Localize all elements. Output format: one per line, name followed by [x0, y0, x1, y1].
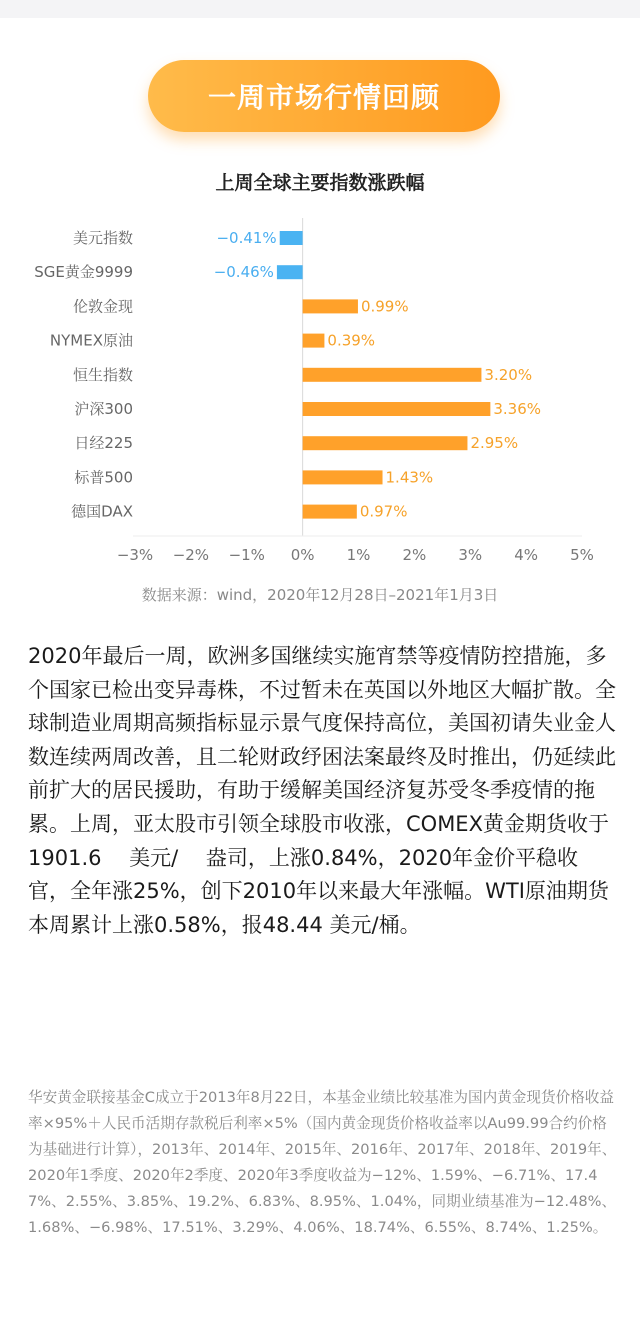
bar-chart: [0, 210, 640, 570]
x-tick-label: 0%: [290, 546, 315, 564]
bar: [303, 334, 325, 348]
chart-title: 上周全球主要指数涨跌幅: [215, 172, 425, 194]
bar: [303, 299, 358, 313]
category-label: 沪深300: [74, 400, 133, 418]
bar: [303, 470, 383, 484]
bar: [303, 402, 491, 416]
bar: [280, 231, 303, 245]
data-label: 3.20%: [484, 365, 533, 384]
bar: [303, 505, 357, 519]
data-source: 数据来源：wind，2020年12月28日–2021年1月3日: [141, 586, 499, 604]
category-label: NYMEX原油: [49, 331, 133, 350]
x-tick-label: −2%: [172, 546, 210, 564]
category-label: 伦敦金现: [72, 297, 133, 316]
data-label: 0.99%: [360, 297, 409, 316]
data-label: −0.46%: [213, 263, 274, 282]
section-header-pill: [148, 60, 500, 132]
x-tick-label: 4%: [514, 546, 539, 564]
data-label: 3.36%: [493, 400, 542, 418]
top-bar: [0, 0, 640, 18]
category-label: 标普500: [74, 468, 133, 487]
bar: [303, 368, 482, 382]
bar: [277, 265, 303, 279]
fund-disclaimer: 华安黄金联接基金C成立于2013年8月22日，本基金业绩比较基准为国内黄金现货价格收益率×95%＋人民币活期存款税后利率×5%（国内黄金现货价格收益率以Au99.99合约价格为基础进行计算），2013年、2014年、2015年、2016年、2017年、2018年、2019年、2020年1季度、2020年2季度、2020年3季度收益为−12%、1.59%、−6.71%、17.47%、2.55%、3.85%、19.2%、6.83%、8.95%、1.04%，同期业绩基准为−12.48%、1.68%、−6.98%、17.51%、3.29%、4.06%、18.74%、6.55%、8.74%、1.25%。: [28, 1089, 617, 1236]
data-label: −0.41%: [216, 229, 277, 247]
bar: [303, 436, 468, 450]
data-label: 0.97%: [359, 502, 408, 521]
section-title: 一周市场行情回顾: [207, 81, 440, 114]
category-label: 德国DAX: [71, 502, 133, 521]
x-tick-label: 3%: [458, 546, 483, 564]
data-label: 2.95%: [470, 434, 519, 453]
category-label: 恒生指数: [72, 365, 133, 384]
x-tick-label: −1%: [228, 546, 265, 564]
data-label: 0.39%: [327, 331, 376, 350]
market-summary-text: 2020年最后一周，欧洲多国继续实施宵禁等疫情防控措施，多个国家已检出变异毒株，不过暂未在英国以外地区大幅扩散。全球制造业周期高频指标显示景气度保持高位，美国初请失业金人数连续两周改善，且二轮财政纾困法案最终及时推出，仍延续此前扩大的居民援助，有助于缓解美国经济复苏受冬季疫情的拖累。上周，亚太股市引领全球股市收涨，COMEX黄金期货收于1901.6 美元/ 盎司，上涨0.84%，2020年金价平稳收官，全年涨25%，创下2010年以来最大年涨幅。WTI原油期货本周累计上涨0.58%，报48.44 美元/桶。: [28, 644, 616, 937]
category-label: 美元指数: [72, 229, 133, 247]
category-label: 日经225: [74, 434, 133, 453]
x-tick-label: 2%: [402, 546, 427, 564]
x-tick-label: −3%: [116, 546, 154, 564]
x-tick-label: 1%: [346, 546, 371, 564]
category-label: SGE黄金9999: [34, 263, 133, 282]
x-tick-label: 5%: [570, 546, 594, 564]
data-label: 1.43%: [385, 468, 434, 487]
